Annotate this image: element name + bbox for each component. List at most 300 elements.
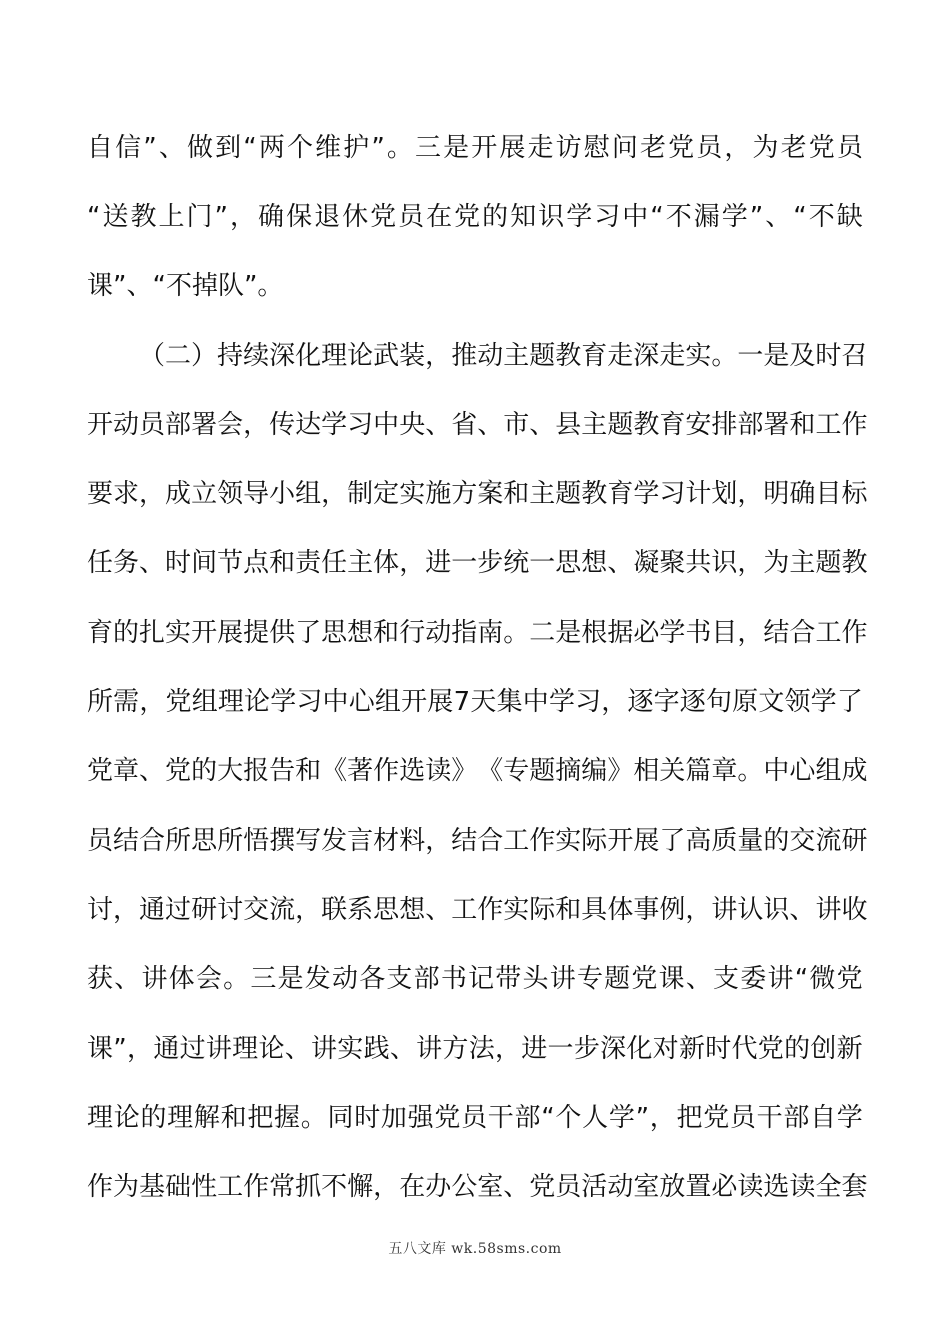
text-char: 心 [789, 756, 816, 786]
text-char: 读 [425, 756, 452, 786]
text-char: 公 [451, 1172, 478, 1202]
text-char: 体 [373, 548, 400, 578]
text-char: 和 [269, 548, 296, 578]
text-char: 代 [731, 1034, 758, 1064]
text-char: 党 [808, 133, 835, 163]
text-char: 务 [113, 548, 140, 578]
text-char: 。 [503, 618, 530, 648]
text-char: 求 [113, 479, 140, 509]
text-char: 开 [401, 687, 428, 717]
text-char: 题 [529, 341, 556, 371]
text-char: 央 [399, 410, 426, 440]
text-char: 领 [217, 479, 244, 509]
text-char: 原 [732, 687, 759, 717]
text-char: 讲 [549, 964, 576, 994]
text-char: 作 [841, 618, 868, 648]
text-char: 交 [789, 826, 816, 856]
text-char: 强 [407, 1103, 434, 1133]
text-char: 性 [191, 1172, 218, 1202]
text-line [87, 888, 868, 932]
text-char: ， [321, 479, 348, 509]
text-char: ， [139, 479, 166, 509]
text-char: 部 [514, 1103, 541, 1133]
text-char: 制 [347, 479, 374, 509]
text-char: 排 [711, 410, 738, 440]
paragraph-start-line [87, 334, 868, 378]
text-char: ， [494, 1034, 521, 1064]
text-char: 读 [789, 1172, 816, 1202]
text-char: 》 [607, 756, 634, 786]
text-line [87, 403, 868, 447]
text-char: 交 [243, 895, 270, 925]
text-char: 动 [331, 964, 358, 994]
text-char: 想 [347, 618, 374, 648]
text-char: “ [87, 202, 101, 232]
text-char: 支 [386, 964, 413, 994]
text-char: 思 [373, 895, 400, 925]
text-char: 讲 [311, 1034, 338, 1064]
text-char: 头 [522, 964, 549, 994]
text-char: 漏 [693, 202, 720, 232]
text-char: 高 [685, 826, 712, 856]
text-char: 开 [471, 133, 498, 163]
text-char: 武 [373, 341, 400, 371]
text-char: 两 [258, 133, 285, 163]
text-char: 、 [529, 410, 556, 440]
text-char: 及 [789, 341, 816, 371]
text-char: 章 [711, 756, 738, 786]
text-char: 学 [321, 410, 348, 440]
text-char: 质 [711, 826, 738, 856]
text-char: ， [737, 618, 764, 648]
text-char: 党 [836, 964, 863, 994]
text-char: 的 [113, 618, 140, 648]
text-char: 责 [295, 548, 322, 578]
text-char: 开 [87, 410, 114, 440]
text-char: 党 [165, 687, 192, 717]
text-char: 员 [555, 1172, 582, 1202]
text-char: 为 [763, 548, 790, 578]
text-char: 教 [555, 341, 582, 371]
text-char: 思 [191, 826, 218, 856]
text-char: 例 [659, 895, 686, 925]
text-char: 个 [286, 133, 313, 163]
text-char: 信 [115, 133, 142, 163]
text-char: 字 [653, 687, 680, 717]
text-char: 料 [399, 826, 426, 856]
text-line [87, 195, 863, 239]
text-char: 合 [139, 826, 166, 856]
text-char: 支 [713, 964, 740, 994]
text-char: ” [214, 202, 229, 232]
text-char: 供 [269, 618, 296, 648]
text-char: 、 [158, 133, 185, 163]
text-char: 目 [815, 479, 842, 509]
text-char: 是 [555, 618, 582, 648]
text-char: 时 [705, 1034, 732, 1064]
text-char: 学 [633, 479, 660, 509]
text-char: 学 [566, 202, 593, 232]
text-char: 、 [765, 202, 792, 232]
text-char: ， [113, 895, 140, 925]
text-char: 章 [113, 756, 140, 786]
text-char: 流 [815, 826, 842, 856]
text-char: 教 [130, 202, 157, 232]
text-char: 展 [499, 133, 526, 163]
text-char: 知 [510, 202, 537, 232]
text-char: 懈 [347, 1172, 374, 1202]
text-char: 论 [258, 1034, 285, 1064]
text-char: 选 [763, 1172, 790, 1202]
text-char: 扎 [139, 618, 166, 648]
text-line [87, 1165, 868, 1209]
text-char: 召 [841, 341, 868, 371]
text-char: 所 [87, 687, 114, 717]
text-char: 主 [529, 479, 556, 509]
text-char: 心 [348, 687, 375, 717]
text-char: 退 [314, 202, 341, 232]
text-char: 实 [165, 618, 192, 648]
text-char: 《 [321, 756, 348, 786]
text-char: 党 [87, 756, 114, 786]
text-char: 学 [548, 687, 575, 717]
text-char: 育 [659, 410, 686, 440]
text-char: 室 [633, 1172, 660, 1202]
text-char: 送 [102, 202, 129, 232]
text-char: 撰 [269, 826, 296, 856]
text-char: 、 [114, 964, 141, 994]
text-char: 学 [270, 687, 297, 717]
text-line [87, 541, 868, 585]
text-char: 深 [269, 341, 296, 371]
text-char: 法 [468, 1034, 495, 1064]
text-char: “ [541, 1103, 555, 1133]
text-char: 员 [729, 1103, 756, 1133]
text-char: 讲 [141, 964, 168, 994]
text-char: 上 [158, 202, 185, 232]
text-char: 论 [113, 1103, 140, 1133]
text-char: 事 [633, 895, 660, 925]
text-line [87, 1096, 863, 1140]
text-char: 中 [322, 687, 349, 717]
text-char: 逐 [627, 687, 654, 717]
text-char: 相 [633, 756, 660, 786]
text-char: 、 [284, 1034, 311, 1064]
text-char: ” [143, 133, 157, 163]
text-char: 篇 [685, 756, 712, 786]
text-char: 时 [165, 548, 192, 578]
text-char: 推 [451, 341, 478, 371]
text-char: 工 [217, 1172, 244, 1202]
text-char: 署 [191, 410, 218, 440]
text-char: 据 [607, 618, 634, 648]
text-char: 确 [789, 479, 816, 509]
text-char: 育 [607, 479, 634, 509]
text-char: 习 [347, 410, 374, 440]
text-char: 必 [711, 1172, 738, 1202]
text-char: 和 [295, 756, 322, 786]
text-char: 流 [269, 895, 296, 925]
text-char: 进 [521, 1034, 548, 1064]
text-char: 步 [573, 1034, 600, 1064]
text-char: 党 [529, 1172, 556, 1202]
text-char: ” [635, 1103, 650, 1133]
text-char: 走 [659, 341, 686, 371]
text-char: （ [139, 341, 166, 371]
text-char: 动 [477, 341, 504, 371]
text-char: 想 [581, 548, 608, 578]
text-char: 必 [633, 618, 660, 648]
text-char: 握 [274, 1103, 301, 1133]
text-char: “ [794, 964, 809, 994]
text-char: 育 [581, 341, 608, 371]
text-char: 工 [815, 618, 842, 648]
text-char: 际 [529, 895, 556, 925]
text-char: 施 [425, 479, 452, 509]
text-char: 深 [600, 1034, 627, 1064]
text-char: 要 [87, 479, 114, 509]
text-char: 报 [243, 756, 270, 786]
text-char: 组 [815, 756, 842, 786]
text-char: ， [295, 895, 322, 925]
text-char: 微 [809, 964, 836, 994]
text-char: ， [230, 202, 257, 232]
text-char: 明 [763, 479, 790, 509]
text-char: 会 [195, 964, 222, 994]
text-char: 学 [836, 1103, 863, 1133]
text-char: 际 [581, 826, 608, 856]
text-char: 员 [139, 410, 166, 440]
text-char: 习 [659, 479, 686, 509]
text-char: ） [191, 341, 218, 371]
text-char: 中 [373, 410, 400, 440]
text-char: 为 [113, 1172, 140, 1202]
text-char: 工 [503, 826, 530, 856]
text-char: 实 [685, 341, 712, 371]
text-char: 体 [168, 964, 195, 994]
text-char: 了 [659, 826, 686, 856]
text-char: 员 [836, 133, 863, 163]
text-char: 作 [477, 895, 504, 925]
text-char: 新 [678, 1034, 705, 1064]
text-char: 合 [477, 826, 504, 856]
text-char: 习 [594, 202, 621, 232]
text-char: 干 [756, 1103, 783, 1133]
text-char: 二 [529, 618, 556, 648]
text-char: 主 [581, 410, 608, 440]
text-char: 部 [165, 410, 192, 440]
text-char: 小 [269, 479, 296, 509]
text-char: 加 [380, 1103, 407, 1133]
text-line [87, 472, 868, 516]
text-char: ， [425, 826, 452, 856]
text-char: 员 [461, 1103, 488, 1133]
text-char: 讨 [87, 895, 114, 925]
text-char: 三 [415, 133, 442, 163]
text-char: 党 [703, 1103, 730, 1133]
text-char: 作 [373, 756, 400, 786]
text-char: 成 [165, 479, 192, 509]
text-char: 识 [763, 895, 790, 925]
text-line-content: 课”、“不掉队”。 [87, 271, 284, 301]
text-char: 理 [321, 341, 348, 371]
text-char: 聚 [659, 548, 686, 578]
text-char: 理 [167, 1103, 194, 1133]
text-char: 休 [342, 202, 369, 232]
text-char: 需 [113, 687, 140, 717]
text-char: 思 [321, 618, 348, 648]
text-char: 一 [451, 548, 478, 578]
text-char: 作 [841, 410, 868, 440]
text-char: 认 [737, 895, 764, 925]
text-char: 书 [685, 618, 712, 648]
text-char: 的 [784, 1034, 811, 1064]
text-char: 和 [503, 479, 530, 509]
text-char: ， [601, 687, 628, 717]
text-char: 体 [607, 895, 634, 925]
text-char: 化 [626, 1034, 653, 1064]
text-line [87, 680, 863, 724]
text-char: 和 [220, 1103, 247, 1133]
text-char: 课 [87, 1034, 114, 1064]
text-char: 教 [841, 548, 868, 578]
text-char: 员 [696, 133, 723, 163]
text-char: 动 [113, 410, 140, 440]
text-char: 走 [607, 341, 634, 371]
text-char: ， [139, 687, 166, 717]
text-char: 论 [244, 687, 271, 717]
text-char: 、 [425, 410, 452, 440]
text-char: 通 [153, 1034, 180, 1064]
text-char: 人 [582, 1103, 609, 1133]
text-char: 了 [295, 618, 322, 648]
text-char: 化 [295, 341, 322, 371]
text-line [87, 819, 868, 863]
text-char: 安 [685, 410, 712, 440]
text-char: 识 [538, 202, 565, 232]
text-char: 不 [808, 202, 835, 232]
text-char: 党 [454, 202, 481, 232]
text-char: 量 [737, 826, 764, 856]
text-char: 委 [740, 964, 767, 994]
text-char: 了 [836, 687, 863, 717]
text-char: 习 [575, 687, 602, 717]
text-char: 动 [607, 1172, 634, 1202]
text-char: 任 [87, 548, 114, 578]
text-char: 天 [470, 687, 497, 717]
text-char: 逐 [679, 687, 706, 717]
text-char: 常 [269, 1172, 296, 1202]
text-char: 是 [443, 133, 470, 163]
text-char: ， [399, 548, 426, 578]
text-char: 书 [440, 964, 467, 994]
text-char: 育 [87, 618, 114, 648]
text-char: 实 [503, 895, 530, 925]
text-line [87, 264, 863, 308]
text-char: 展 [633, 826, 660, 856]
text-char: 发 [321, 826, 348, 856]
text-char: “ [650, 202, 664, 232]
text-char: 走 [527, 133, 554, 163]
text-char: 三 [250, 964, 277, 994]
text-char: 省 [451, 410, 478, 440]
text-char: 自 [810, 1103, 837, 1133]
text-char: 计 [685, 479, 712, 509]
text-char: 、 [607, 548, 634, 578]
text-char: 选 [399, 756, 426, 786]
text-char: 的 [140, 1103, 167, 1133]
text-char: 题 [529, 756, 556, 786]
text-char: 点 [243, 548, 270, 578]
text-char: 的 [191, 756, 218, 786]
text-char: 开 [607, 826, 634, 856]
text-char: 研 [841, 826, 868, 856]
text-char: 创 [810, 1034, 837, 1064]
text-char: 讲 [711, 895, 738, 925]
text-char: 护 [343, 133, 370, 163]
text-char: 研 [191, 895, 218, 925]
text-char: 保 [286, 202, 313, 232]
text-char: 党 [631, 964, 658, 994]
text-char: 大 [217, 756, 244, 786]
text-char: 提 [243, 618, 270, 648]
text-char: 题 [607, 410, 634, 440]
text-char: 。 [386, 133, 413, 163]
text-char: 把 [676, 1103, 703, 1133]
text-char: 主 [503, 341, 530, 371]
text-char: 缺 [836, 202, 863, 232]
text-char: 问 [611, 133, 638, 163]
text-char: 署 [763, 410, 790, 440]
text-char: 实 [337, 1034, 364, 1064]
text-char: 悟 [243, 826, 270, 856]
text-char: 、 [685, 964, 712, 994]
text-char: 讲 [815, 895, 842, 925]
text-char: 理 [87, 1103, 114, 1133]
text-char: 门 [186, 202, 213, 232]
text-char: 材 [373, 826, 400, 856]
text-char: 。 [223, 964, 250, 994]
text-char: 不 [321, 1172, 348, 1202]
text-char: 专 [576, 964, 603, 994]
text-char: 市 [503, 410, 530, 440]
text-char: 摘 [555, 756, 582, 786]
text-char: 组 [191, 687, 218, 717]
text-char: 抓 [295, 1172, 322, 1202]
text-char: 任 [321, 548, 348, 578]
text-char: 传 [269, 410, 296, 440]
text-char: 把 [247, 1103, 274, 1133]
text-char: 联 [321, 895, 348, 925]
text-char: 础 [165, 1172, 192, 1202]
text-char: 干 [487, 1103, 514, 1133]
text-char: 一 [547, 1034, 574, 1064]
text-char: 方 [442, 1034, 469, 1064]
text-char: 主 [789, 548, 816, 578]
text-char: 间 [191, 548, 218, 578]
text-char: 员 [87, 826, 114, 856]
text-char: 中 [622, 202, 649, 232]
text-char: 、 [477, 410, 504, 440]
text-char: 学 [659, 618, 686, 648]
text-char: 共 [685, 548, 712, 578]
text-char: 二 [165, 341, 192, 371]
text-char: 。 [711, 341, 738, 371]
text-char: 一 [737, 341, 764, 371]
text-char: 老 [780, 133, 807, 163]
text-char: 为 [752, 133, 779, 163]
text-char: 习 [296, 687, 323, 717]
